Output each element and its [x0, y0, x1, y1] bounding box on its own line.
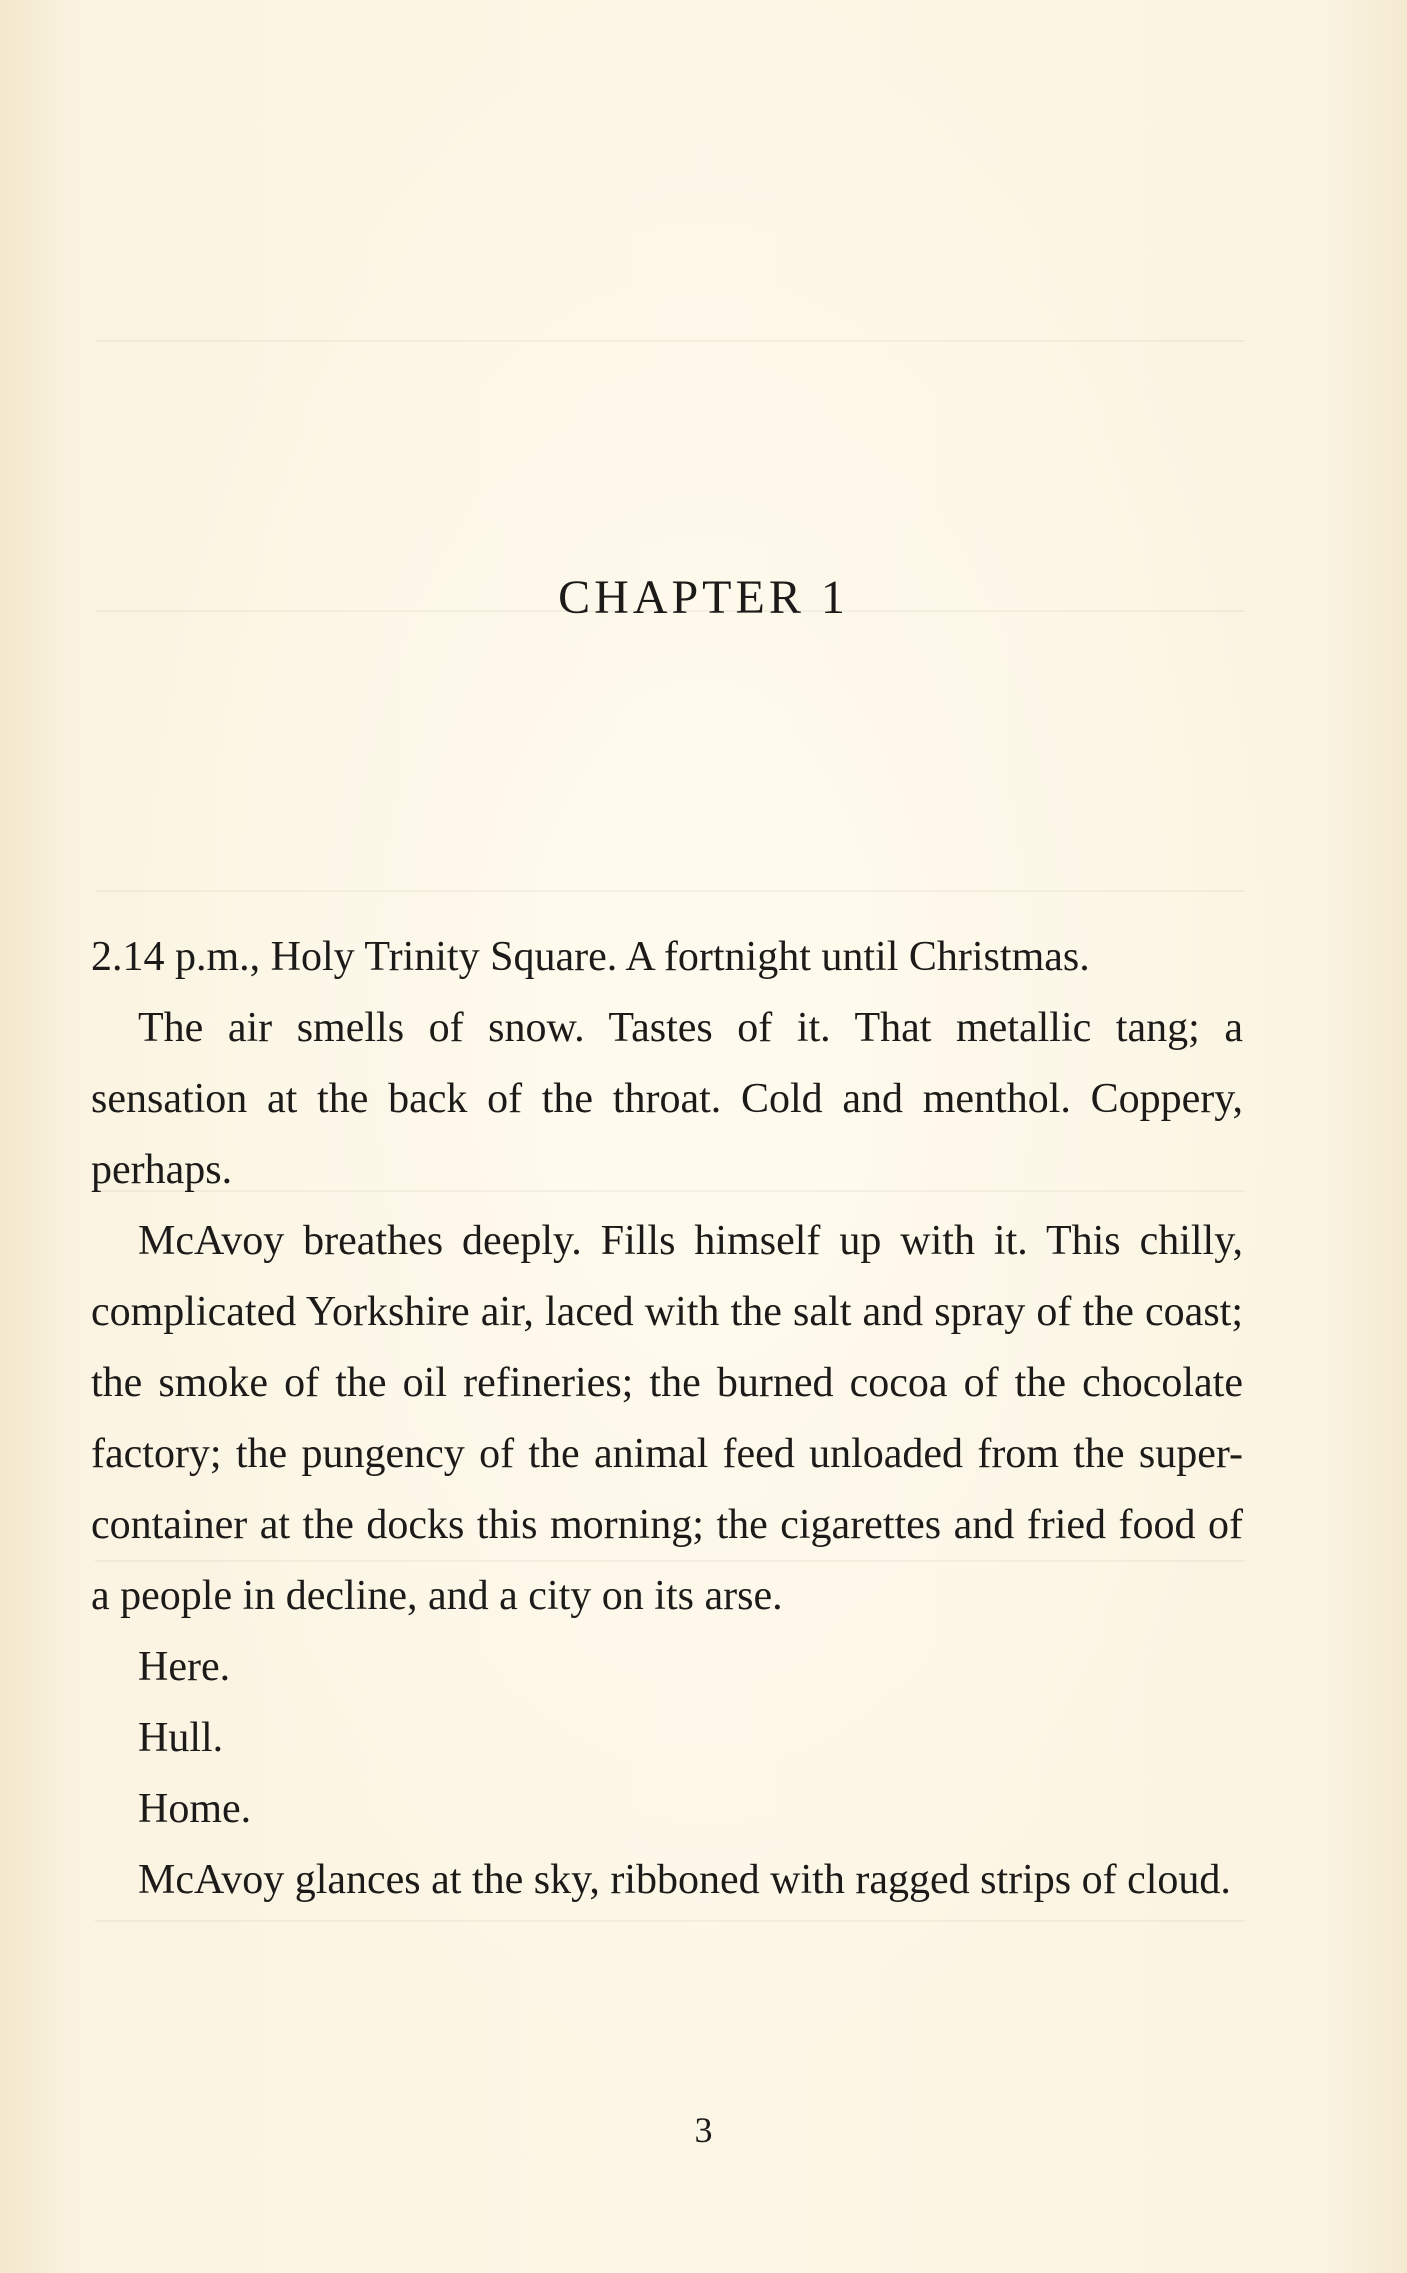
show-through-line: [95, 1920, 1245, 1922]
paragraph: The air smells of snow. Tastes of it. That metallic tang; a sensation at the back of the throat. Cold and menthol. Coppery, perhaps.: [91, 1005, 1243, 1193]
page-number: 3: [694, 2110, 713, 2150]
show-through-line: [95, 890, 1245, 892]
paragraph: McAvoy breathes deeply. Fills himself up with it. This chilly, complicated Yorkshire air, laced with the salt and spray of the coast; the smoke of the oil refineries; the burned cocoa of the chocolate factory; the pungency of the animal feed unloaded from the super-container at the docks this morning; the cigarettes and fried food of a people in decline, and a city on its arse.: [91, 1218, 1243, 1619]
body-text: [91, 922, 1243, 1916]
paragraph: Here.: [138, 1644, 231, 1690]
show-through-line: [95, 340, 1245, 342]
paragraph: Home.: [138, 1786, 252, 1832]
paragraph: McAvoy glances at the sky, ribboned with ragged strips of cloud.: [138, 1857, 1231, 1903]
paragraph: Hull.: [138, 1715, 224, 1761]
paragraph: 2.14 p.m., Holy Trinity Square. A fortnight until Christmas.: [91, 934, 1090, 980]
chapter-title: CHAPTER 1: [558, 571, 849, 624]
